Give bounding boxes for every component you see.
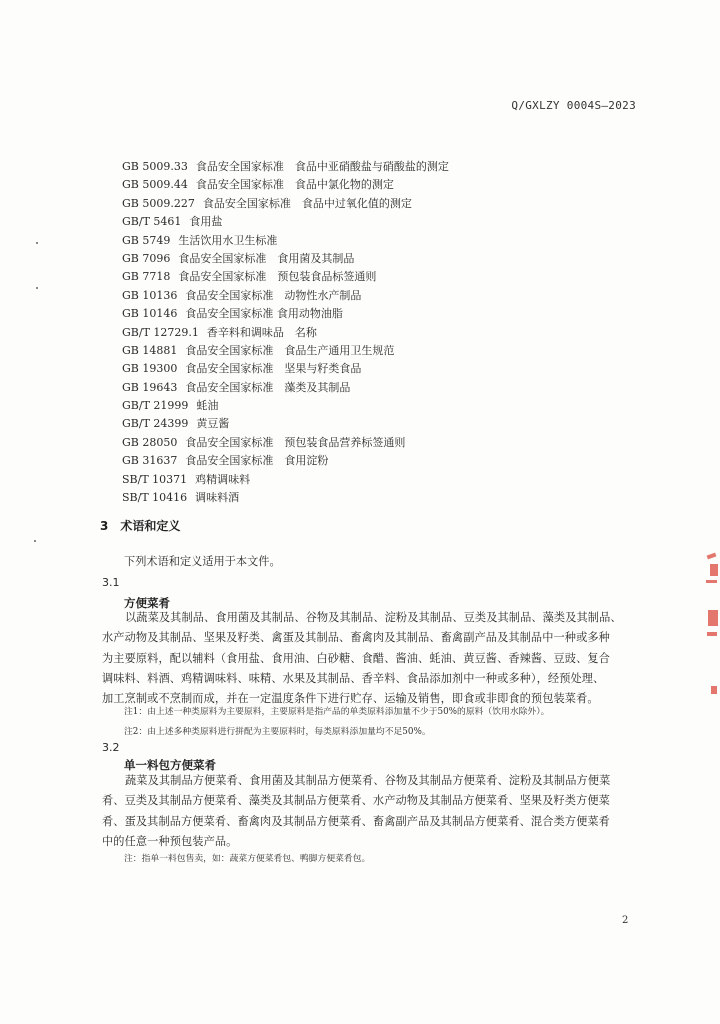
term-title: 单一料包方便菜肴 [124, 758, 216, 772]
reference-item [122, 158, 602, 176]
reference-title: 食品安全国家标准 食用动物油脂 [185, 307, 343, 321]
standard-code: Q/GXLZY 0004S—2023 [511, 99, 636, 112]
reference-item [122, 287, 602, 305]
section-heading [100, 517, 180, 534]
reference-code: GB 5749 [122, 233, 171, 247]
scan-speck [36, 242, 38, 244]
reference-code: GB 14881 [122, 343, 178, 357]
reference-code: GB 10146 [122, 307, 178, 321]
reference-code: GB 28050 [122, 435, 178, 449]
reference-item [122, 232, 602, 250]
reference-title: 香辛料和调味品 名称 [206, 325, 317, 339]
reference-code: GB/T 5461 [122, 215, 182, 229]
reference-title: 食品安全国家标准 预包装食品标签通则 [178, 270, 377, 284]
reference-title: 食品安全国家标准 食品中氯化物的测定 [195, 178, 394, 192]
reference-title: 鸡精调味料 [195, 472, 251, 486]
reference-item [122, 489, 602, 507]
definition-line: 水产动物及其制品、坚果及籽类、禽蛋及其制品、畜禽肉及其制品、畜禽副产品及其制品中一种或多种 [102, 631, 610, 645]
reference-title: 蚝油 [196, 399, 219, 413]
reference-code: GB 5009.227 [122, 196, 195, 210]
definition-line: 为主要原料，配以辅料（食用盐、食用油、白砂糖、食醋、酱油、蚝油、黄豆酱、香辣酱、豆豉、复合 [102, 651, 610, 665]
reference-item [122, 195, 602, 213]
reference-title: 食品安全国家标准 坚果与籽类食品 [185, 362, 362, 376]
reference-code: SB/T 10371 [122, 472, 188, 486]
clause-number: 3.1 [102, 576, 120, 589]
reference-item [122, 360, 602, 378]
reference-code: GB 7718 [122, 270, 171, 284]
reference-title: 食品安全国家标准 藻类及其制品 [185, 380, 351, 394]
definition-line: 蔬菜及其制品方便菜肴、食用菌及其制品方便菜肴、谷物及其制品方便菜肴、淀粉及其制品方便菜 [125, 774, 611, 787]
reference-title: 食品安全国家标准 食品中过氧化值的测定 [202, 196, 412, 210]
reference-item [122, 213, 602, 231]
definition-line: 调味料、料酒、鸡精调味料、味精、水果及其制品、香辛料、食品添加剂中一种或多种），经预处理、 [102, 671, 605, 685]
scan-speck [36, 287, 38, 289]
definition-line: 肴、豆类及其制品方便菜肴、藻类及其制品方便菜肴、水产动物及其制品方便菜肴、坚果及籽类方便菜 [102, 794, 610, 808]
reference-item [122, 305, 602, 323]
reference-item [122, 324, 602, 342]
seal-stamp-fragment [704, 540, 720, 700]
reference-item [122, 379, 602, 397]
term-definition [102, 608, 656, 709]
reference-item [122, 397, 602, 415]
term-title: 方便菜肴 [124, 596, 170, 610]
reference-title: 黄豆酱 [196, 417, 230, 431]
reference-code: GB/T 24399 [122, 417, 189, 431]
term-note: 注1：由上述一种类原料为主要原料，主要原料是指产品的单类原料添加量不少于50%的原料（饮用水除外）。 [124, 707, 550, 717]
reference-item [122, 452, 602, 470]
reference-title: 调味料酒 [195, 491, 240, 505]
reference-code: GB/T 12729.1 [122, 325, 199, 339]
reference-item [122, 250, 602, 268]
reference-item [122, 471, 602, 489]
reference-item [122, 342, 602, 360]
definition-line: 肴、蛋及其制品方便菜肴、畜禽肉及其制品方便菜肴、畜禽副产品及其制品方便菜肴、混合类方便菜肴 [102, 814, 610, 828]
section-title: 术语和定义 [120, 519, 181, 533]
definition-line: 以蔬菜及其制品、食用菌及其制品、谷物及其制品、淀粉及其制品、豆类及其制品、藻类及其制品、 [125, 611, 622, 624]
page-number: 2 [622, 915, 629, 926]
reference-code: GB 19643 [122, 380, 178, 394]
reference-title: 食用盐 [189, 215, 223, 229]
definition-line: 中的任意一种预包装产品。 [102, 834, 238, 848]
reference-code: GB 7096 [122, 251, 171, 265]
reference-title: 食品安全国家标准 动物性水产制品 [185, 288, 362, 302]
reference-code: GB/T 21999 [122, 399, 189, 413]
reference-title: 食品安全国家标准 食用淀粉 [185, 454, 329, 468]
term-note: 注2：由上述多种类原料进行拼配为主要原料时，每类原料添加量均不足50%。 [124, 727, 431, 737]
reference-title: 食品安全国家标准 食品生产通用卫生规范 [185, 343, 395, 357]
reference-item [122, 434, 602, 452]
reference-title: 食品安全国家标准 食用菌及其制品 [178, 251, 355, 265]
reference-item [122, 268, 602, 286]
reference-title: 食品安全国家标准 食品中亚硝酸盐与硝酸盐的测定 [195, 160, 449, 173]
term-note: 注：指单一料包售卖，如：蔬菜方便菜肴包、鸭脚方便菜肴包。 [124, 854, 371, 864]
reference-code: GB 31637 [122, 454, 178, 468]
reference-code: SB/T 10416 [122, 491, 188, 505]
reference-item [122, 176, 602, 194]
reference-item [122, 415, 602, 433]
reference-title: 食品安全国家标准 预包装食品营养标签通则 [185, 435, 406, 449]
reference-title: 生活饮用水卫生标准 [178, 233, 278, 247]
section-intro: 下列术语和定义适用于本文件。 [124, 555, 281, 568]
term-definition [102, 771, 656, 852]
definition-line: 加工烹制或不烹制而成，并在一定温度条件下进行贮存、运输及销售，即食或非即食的预包装菜肴。 [102, 692, 599, 706]
reference-code: GB 19300 [122, 362, 178, 376]
clause-number: 3.2 [102, 741, 120, 754]
reference-code: GB 5009.33 [122, 160, 188, 173]
reference-code: GB 10136 [122, 288, 178, 302]
normative-references-list [122, 158, 602, 507]
section-number: 3 [100, 519, 109, 533]
scan-speck [34, 540, 36, 542]
reference-code: GB 5009.44 [122, 178, 188, 192]
